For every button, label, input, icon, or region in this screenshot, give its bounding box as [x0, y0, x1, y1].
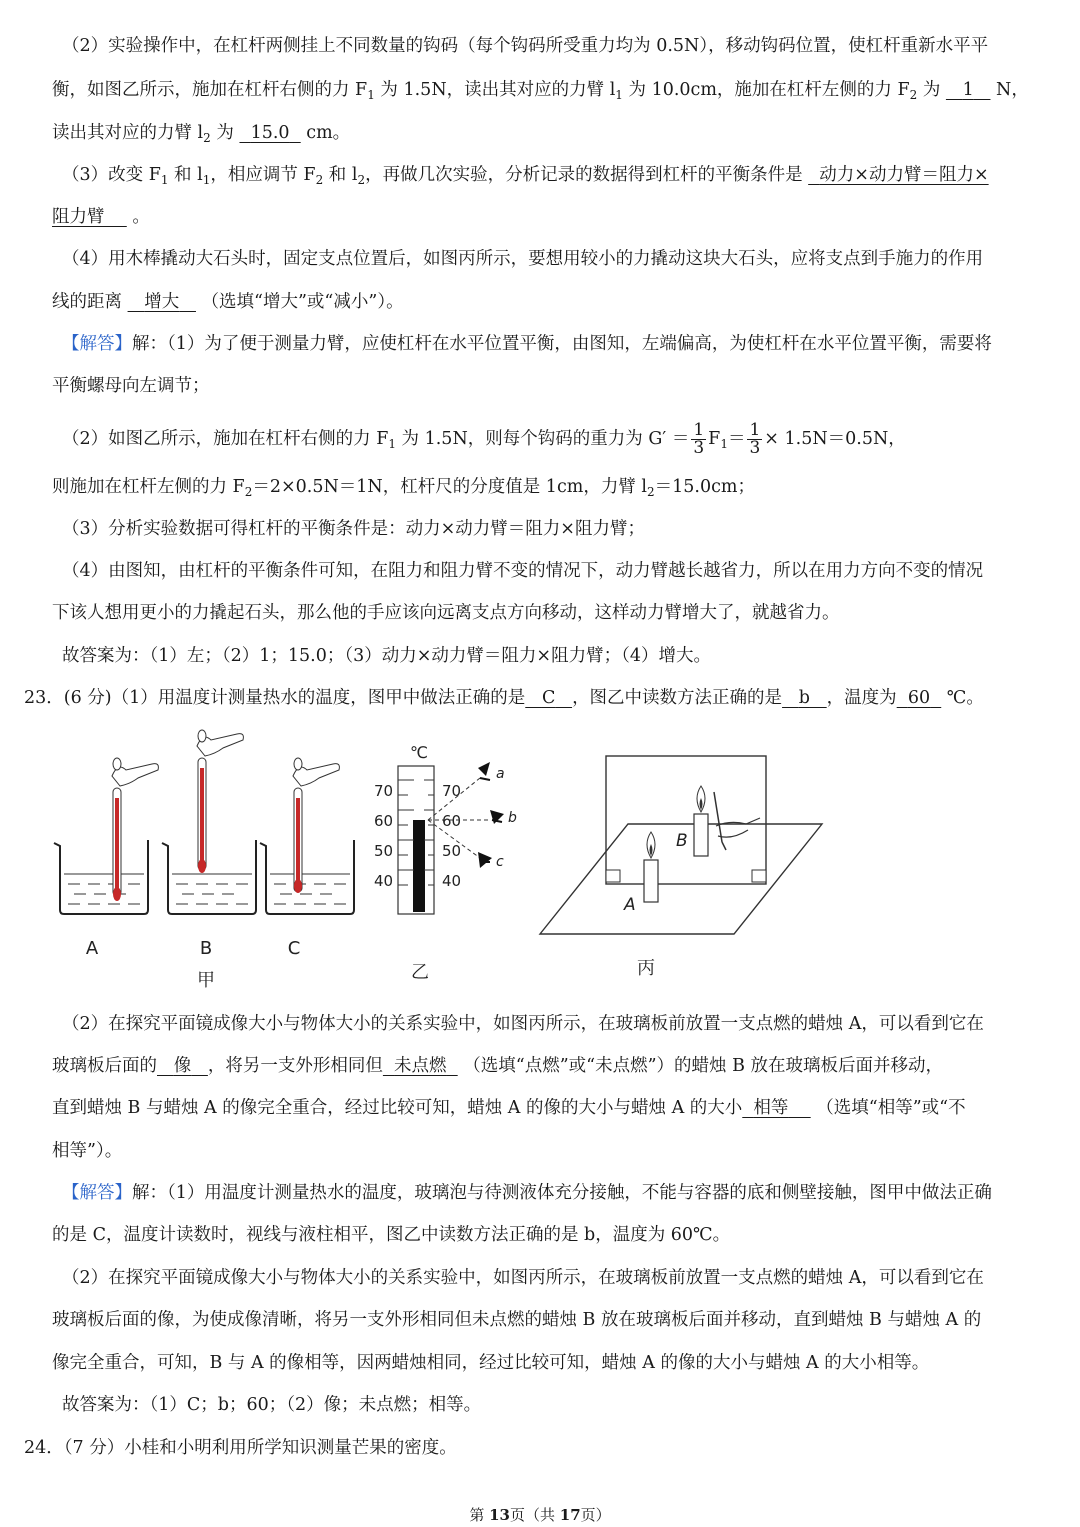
solution-line2: 平衡螺母向左调节； — [52, 376, 210, 396]
scale-right-40: 40 — [442, 872, 462, 890]
beaker-b — [162, 730, 256, 914]
answer-balance: 动力×动力臂＝阻力× — [819, 165, 989, 185]
q23-2-line4: 相等”）。 — [52, 1141, 123, 1161]
solution23-line5: 像完全重合，可知，B 与 A 的像相等，因两蜡烛相同，经过比较可知，蜡烛 A 的像的大小与蜡烛 A 的大小相等。 — [52, 1353, 930, 1373]
solution-line1: 【解答】解：（1）为了便于测量力臂，应使杠杆在水平位置平衡，由图知，左端偏高，为使杠杆在水平位置平衡，需要将 — [62, 334, 992, 354]
figure-yi-reading — [368, 736, 538, 986]
celsius-label: ℃ — [410, 743, 428, 762]
answer-distance: 增大 — [144, 292, 180, 312]
label-yi: 乙 — [411, 962, 429, 983]
candle-b-icon — [694, 786, 708, 856]
scale-left-50: 50 — [374, 842, 394, 860]
p3-line2: 阻力臂 。 — [52, 207, 150, 227]
solution23-line2: 的是 C，温度计读数时，视线与液柱相平，图乙中读数方法正确的是 b，温度为 60℃。 — [52, 1225, 731, 1245]
answer-23-2: b — [798, 688, 810, 708]
answer-summary-23: 故答案为：（1）C；b；60；（2）像；未点燃；相等。 — [62, 1395, 482, 1415]
fraction-one-third: $\frac{1}{3}$ — [693, 420, 705, 458]
eye-a-icon — [478, 762, 490, 780]
glass-plate — [606, 756, 766, 884]
answer-equal: 相等 — [753, 1098, 789, 1118]
answer-23-3: 60 — [907, 688, 931, 708]
q23-2-line2: 玻璃板后面的 像 ，将另一支外形相同但 未点燃 （选填“点燃”或“未点燃”）的蜡烛 B 放在玻璃板后面并移动， — [52, 1056, 944, 1076]
p2-line3: 读出其对应的力臂 $l_2$ 为 15.0 cm。 — [52, 123, 351, 145]
solution-line6: （4）由图知，由杠杆的平衡条件可知，在阻力和阻力臂不变的情况下，动力臂越长越省力，所以在用力方向不变的情况 — [62, 561, 984, 581]
beaker-a — [54, 758, 158, 914]
p2-line1: （2）实验操作中，在杠杆两侧挂上不同数量的钩码（每个钩码所受重力均为 0.5N），移动钩码位置，使杠杆重新水平平 — [62, 36, 989, 56]
solution-line5: （3）分析实验数据可得杠杆的平衡条件是：动力×动力臂＝阻力×阻力臂； — [62, 519, 645, 539]
answer-l2: 15.0 — [250, 123, 290, 143]
q23-2-line1: （2）在探究平面镜成像大小与物体大小的关系实验中，如图丙所示，在玻璃板前放置一支点燃的蜡烛 A，可以看到它在 — [62, 1014, 984, 1034]
beaker-c — [260, 758, 354, 914]
question-24: 24．（7 分）小桂和小明利用所学知识测量芒果的密度。 — [24, 1438, 457, 1458]
answer-unlit: 未点燃 — [394, 1056, 447, 1076]
answer-f2: 1 — [962, 80, 974, 100]
p3-line1: （3）改变 $F_1$ 和 $l_1$，相应调节 $F_2$ 和 $l_2$，再做几次实验，分析记录的数据得到杠杆的平衡条件是 动力×动力臂＝阻力× — [62, 165, 989, 187]
label-b: B — [199, 938, 213, 959]
scale-right-60: 60 — [442, 812, 462, 830]
question-23: 23．(6 分)（1）用温度计测量热水的温度，图甲中做法正确的是 C ，图乙中读数方法正确的是 b ，温度为 60 ℃。 — [24, 688, 984, 708]
answer-23-1: C — [541, 688, 556, 708]
jieda-tag-23: 【解答】 — [62, 1183, 132, 1203]
eye-b-icon — [490, 810, 504, 824]
solution-line7: 下该人想用更小的力撬起石头，那么他的手应该向远离支点方向移动，这样动力臂增大了，就越省力。 — [52, 603, 840, 623]
solution-line3: （2）如图乙所示，施加在杠杆右侧的力 $F_1$ 为 1.5N，则每个钩码的重力为 G′ ＝ $\frac{1}{3}$ $F_1=$ $\frac{1}{3}$ × 1.5N＝0.5N， — [62, 420, 906, 458]
solution-line4: 则施加在杠杆左侧的力 $F_2=2\times 0.5N=1N$，杠杆尺的分度值是 1cm，力臂 $l_2=15.0cm$； — [52, 477, 756, 499]
solution23-line4: 玻璃板后面的像，为使成像清晰，将另一支外形相同但未点燃的蜡烛 B 放在玻璃板后面并移动，直到蜡烛 B 与蜡烛 A 的 — [52, 1310, 982, 1330]
eye-label-c: c — [496, 854, 504, 870]
scale-left-60: 60 — [374, 812, 394, 830]
hand-icon — [714, 792, 760, 850]
scale-right-50: 50 — [442, 842, 462, 860]
label-bing: 丙 — [637, 958, 655, 979]
p4-line2: 线的距离 增大 （选填“增大”或“减小”）。 — [52, 292, 404, 312]
eye-c-icon — [478, 852, 492, 868]
eye-label-a: a — [496, 766, 505, 782]
candle-b-label: B — [676, 831, 688, 851]
scale-right-70: 70 — [442, 782, 462, 800]
figure-jia-thermometers — [40, 728, 380, 998]
p4-line1: （4）用木棒撬动大石头时，固定支点位置后，如图丙所示，要想用较小的力撬动这块大石头，应将支点到手施力的作用 — [62, 249, 984, 269]
candle-a-label: A — [624, 895, 636, 915]
solution23-line3: （2）在探究平面镜成像大小与物体大小的关系实验中，如图丙所示，在玻璃板前放置一支点燃的蜡烛 A，可以看到它在 — [62, 1268, 984, 1288]
page-footer: 第 13页（共 17页） — [469, 1506, 611, 1524]
scale-left-40: 40 — [374, 872, 394, 890]
fraction-one-third-2: $\frac{1}{3}$ — [749, 420, 761, 458]
p2-line2: 衡，如图乙所示，施加在杠杆右侧的力 $F_1$ 为 1.5N，读出其对应的力臂 $l_1$ 为 10.0cm，施加在杠杆左侧的力 $F_2$ 为 1 N， — [52, 80, 1029, 102]
figure-bing-mirror — [538, 752, 828, 982]
jieda-tag: 【解答】 — [62, 334, 132, 354]
eye-label-b: b — [508, 810, 517, 826]
label-jia: 甲 — [197, 970, 215, 991]
label-c: C — [287, 938, 301, 959]
candle-a-icon — [644, 832, 658, 902]
solution23-line1: 【解答】解：（1）用温度计测量热水的温度，玻璃泡与待测液体充分接触，不能与容器的底和侧壁接触，图甲中做法正确 — [62, 1183, 992, 1203]
answer-summary-22: 故答案为：（1）左；（2）1；15.0；（3）动力×动力臂＝阻力×阻力臂；（4）增大。 — [62, 646, 711, 666]
label-a: A — [85, 938, 99, 959]
scale-left-70: 70 — [374, 782, 394, 800]
q23-2-line3: 直到蜡烛 B 与蜡烛 A 的像完全重合，经过比较可知，蜡烛 A 的像的大小与蜡烛 A 的大小 相等 （选填“相等”或“不 — [52, 1098, 966, 1118]
answer-image: 像 — [173, 1056, 192, 1076]
